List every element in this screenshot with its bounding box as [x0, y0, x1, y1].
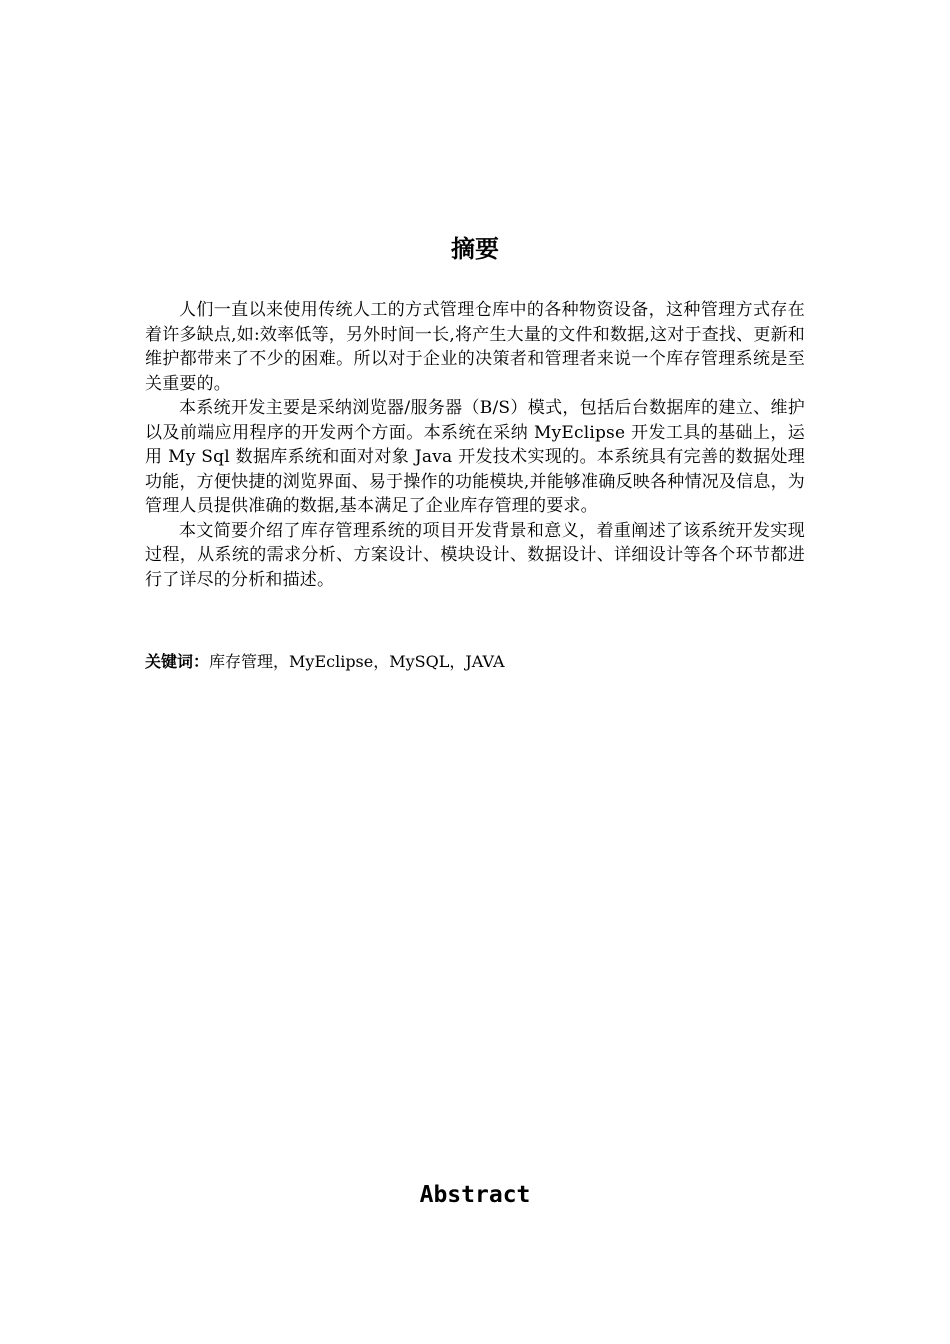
keywords-value: 库存管理，MyEclipse，MySQL，JAVA	[209, 652, 505, 671]
keywords-label: 关键词：	[145, 652, 210, 671]
keywords-line	[145, 650, 805, 674]
abstract-paragraph-2: 本系统开发主要是采纳浏览器/服务器（B/S）模式，包括后台数据库的建立、维护以及前端应用程序的开发两个方面。本系统在采纳 MyEclipse 开发工具的基础上，运用 My Sql 数据库系统和面对对象 Java 开发技术实现的。本系统具有完善的数据处理功能，方便快捷的浏览界面、易于操作的功能模块,并能够准确反映各种情况及信息，为管理人员提供准确的数据,基本满足了企业库存管理的要求。	[145, 398, 805, 516]
abstract-title-cn: 摘要	[451, 235, 499, 263]
abstract-title-en: Abstract	[419, 1182, 531, 1208]
abstract-paragraph-1: 人们一直以来使用传统人工的方式管理仓库中的各种物资设备，这种管理方式存在着许多缺点,如:效率低等，另外时间一长,将产生大量的文件和数据,这对于查找、更新和维护都带来了不少的困难。所以对于企业的决策者和管理者来说一个库存管理系统是至关重要的。	[145, 300, 805, 394]
abstract-body	[145, 298, 805, 592]
abstract-paragraph-3: 本文简要介绍了库存管理系统的项目开发背景和意义，着重阐述了该系统开发实现过程，从系统的需求分析、方案设计、模块设计、数据设计、详细设计等各个环节都进行了详尽的分析和描述。	[145, 520, 805, 590]
